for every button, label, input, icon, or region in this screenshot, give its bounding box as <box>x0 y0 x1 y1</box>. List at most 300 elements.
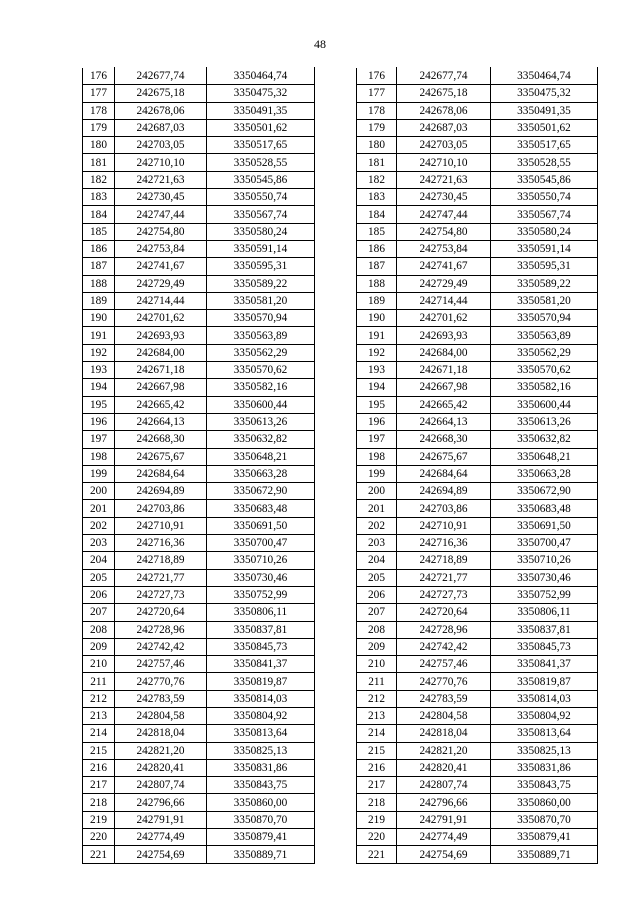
table-row-right <box>357 137 598 154</box>
table-row-right <box>357 777 598 794</box>
point-number-cell: 185 <box>357 223 397 240</box>
point-number-cell: 181 <box>83 154 115 171</box>
table-row-left <box>83 240 315 257</box>
table-row-left <box>83 638 315 655</box>
x-coordinate-cell: 242678,06 <box>115 102 207 119</box>
table-row-left <box>83 742 315 759</box>
y-coordinate-cell: 3350860,00 <box>207 794 315 811</box>
y-coordinate-cell: 3350563,89 <box>207 327 315 344</box>
y-coordinate-cell: 3350589,22 <box>207 275 315 292</box>
point-number-cell: 200 <box>357 483 397 500</box>
point-number-cell: 197 <box>83 431 115 448</box>
x-coordinate-cell: 242671,18 <box>397 362 491 379</box>
x-coordinate-cell: 242667,98 <box>397 379 491 396</box>
point-number-cell: 219 <box>357 811 397 828</box>
point-number-cell: 218 <box>357 794 397 811</box>
y-coordinate-cell: 3350819,87 <box>491 673 598 690</box>
table-row-left <box>83 552 315 569</box>
point-number-cell: 210 <box>357 656 397 673</box>
table-row-left <box>83 794 315 811</box>
point-number-cell: 181 <box>357 154 397 171</box>
x-coordinate-cell: 242665,42 <box>115 396 207 413</box>
table-row-left <box>83 223 315 240</box>
table-row-left <box>83 258 315 275</box>
table-row-left <box>83 500 315 517</box>
table-row-right <box>357 85 598 102</box>
point-number-cell: 190 <box>357 310 397 327</box>
table-row-right <box>357 742 598 759</box>
point-number-cell: 220 <box>83 829 115 846</box>
x-coordinate-cell: 242774,49 <box>115 829 207 846</box>
x-coordinate-cell: 242678,06 <box>397 102 491 119</box>
y-coordinate-cell: 3350595,31 <box>207 258 315 275</box>
point-number-cell: 185 <box>83 223 115 240</box>
table-row-right <box>357 189 598 206</box>
x-coordinate-cell: 242807,74 <box>397 777 491 794</box>
table-row-left <box>83 379 315 396</box>
x-coordinate-cell: 242684,64 <box>397 465 491 482</box>
y-coordinate-cell: 3350831,86 <box>207 759 315 776</box>
x-coordinate-cell: 242730,45 <box>115 189 207 206</box>
point-number-cell: 183 <box>83 189 115 206</box>
x-coordinate-cell: 242821,20 <box>115 742 207 759</box>
point-number-cell: 203 <box>83 535 115 552</box>
x-coordinate-cell: 242730,45 <box>397 189 491 206</box>
table-row-left <box>83 465 315 482</box>
point-number-cell: 183 <box>357 189 397 206</box>
x-coordinate-cell: 242754,69 <box>397 846 491 863</box>
y-coordinate-cell: 3350806,11 <box>207 604 315 621</box>
y-coordinate-cell: 3350870,70 <box>207 811 315 828</box>
y-coordinate-cell: 3350570,62 <box>207 362 315 379</box>
coordinates-table-left <box>82 67 315 864</box>
y-coordinate-cell: 3350648,21 <box>491 448 598 465</box>
y-coordinate-cell: 3350813,64 <box>207 725 315 742</box>
y-coordinate-cell: 3350752,99 <box>491 586 598 603</box>
table-row-right <box>357 240 598 257</box>
table-row-right <box>357 223 598 240</box>
table-row-right <box>357 846 598 863</box>
y-coordinate-cell: 3350475,32 <box>491 85 598 102</box>
point-number-cell: 212 <box>357 690 397 707</box>
point-number-cell: 192 <box>83 344 115 361</box>
y-coordinate-cell: 3350550,74 <box>207 189 315 206</box>
table-row-left <box>83 119 315 136</box>
y-coordinate-cell: 3350870,70 <box>491 811 598 828</box>
y-coordinate-cell: 3350672,90 <box>491 483 598 500</box>
x-coordinate-cell: 242747,44 <box>115 206 207 223</box>
x-coordinate-cell: 242684,64 <box>115 465 207 482</box>
table-row-right <box>357 656 598 673</box>
x-coordinate-cell: 242770,76 <box>397 673 491 690</box>
point-number-cell: 209 <box>83 638 115 655</box>
table-row-left <box>83 725 315 742</box>
point-number-cell: 198 <box>357 448 397 465</box>
x-coordinate-cell: 242783,59 <box>397 690 491 707</box>
x-coordinate-cell: 242791,91 <box>397 811 491 828</box>
x-coordinate-cell: 242710,10 <box>115 154 207 171</box>
y-coordinate-cell: 3350730,46 <box>491 569 598 586</box>
x-coordinate-cell: 242693,93 <box>115 327 207 344</box>
table-row-left <box>83 483 315 500</box>
table-row-left <box>83 137 315 154</box>
page-number: 48 <box>314 37 326 51</box>
x-coordinate-cell: 242770,76 <box>115 673 207 690</box>
point-number-cell: 189 <box>357 292 397 309</box>
table-row-left <box>83 189 315 206</box>
x-coordinate-cell: 242728,96 <box>115 621 207 638</box>
x-coordinate-cell: 242694,89 <box>115 483 207 500</box>
y-coordinate-cell: 3350700,47 <box>491 535 598 552</box>
point-number-cell: 206 <box>83 586 115 603</box>
point-number-cell: 208 <box>357 621 397 638</box>
x-coordinate-cell: 242754,69 <box>115 846 207 863</box>
y-coordinate-cell: 3350663,28 <box>491 465 598 482</box>
point-number-cell: 202 <box>83 517 115 534</box>
x-coordinate-cell: 242804,58 <box>397 707 491 724</box>
table-row-right <box>357 707 598 724</box>
y-coordinate-cell: 3350464,74 <box>491 68 598 85</box>
x-coordinate-cell: 242718,89 <box>115 552 207 569</box>
point-number-cell: 215 <box>357 742 397 759</box>
table-row-right <box>357 690 598 707</box>
y-coordinate-cell: 3350825,13 <box>491 742 598 759</box>
y-coordinate-cell: 3350570,62 <box>491 362 598 379</box>
table-row-right <box>357 171 598 188</box>
y-coordinate-cell: 3350889,71 <box>207 846 315 863</box>
y-coordinate-cell: 3350589,22 <box>491 275 598 292</box>
y-coordinate-cell: 3350841,37 <box>491 656 598 673</box>
table-row-left <box>83 275 315 292</box>
y-coordinate-cell: 3350683,48 <box>491 500 598 517</box>
x-coordinate-cell: 242727,73 <box>397 586 491 603</box>
point-number-cell: 207 <box>357 604 397 621</box>
y-coordinate-cell: 3350845,73 <box>207 638 315 655</box>
x-coordinate-cell: 242718,89 <box>397 552 491 569</box>
y-coordinate-cell: 3350804,92 <box>491 707 598 724</box>
x-coordinate-cell: 242721,63 <box>115 171 207 188</box>
x-coordinate-cell: 242710,91 <box>115 517 207 534</box>
table-row-right <box>357 759 598 776</box>
x-coordinate-cell: 242820,41 <box>397 759 491 776</box>
point-number-cell: 212 <box>83 690 115 707</box>
y-coordinate-cell: 3350837,81 <box>207 621 315 638</box>
y-coordinate-cell: 3350563,89 <box>491 327 598 344</box>
y-coordinate-cell: 3350889,71 <box>491 846 598 863</box>
x-coordinate-cell: 242703,86 <box>115 500 207 517</box>
x-coordinate-cell: 242796,66 <box>397 794 491 811</box>
point-number-cell: 192 <box>357 344 397 361</box>
x-coordinate-cell: 242796,66 <box>115 794 207 811</box>
y-coordinate-cell: 3350845,73 <box>491 638 598 655</box>
coordinates-table-left-body <box>83 68 315 864</box>
x-coordinate-cell: 242667,98 <box>115 379 207 396</box>
table-row-right <box>357 413 598 430</box>
x-coordinate-cell: 242701,62 <box>115 310 207 327</box>
y-coordinate-cell: 3350501,62 <box>491 119 598 136</box>
y-coordinate-cell: 3350691,50 <box>207 517 315 534</box>
x-coordinate-cell: 242675,67 <box>115 448 207 465</box>
x-coordinate-cell: 242677,74 <box>397 68 491 85</box>
table-row-right <box>357 362 598 379</box>
x-coordinate-cell: 242818,04 <box>397 725 491 742</box>
table-row-left <box>83 777 315 794</box>
point-number-cell: 195 <box>83 396 115 413</box>
x-coordinate-cell: 242721,77 <box>397 569 491 586</box>
table-row-right <box>357 725 598 742</box>
table-row-right <box>357 794 598 811</box>
point-number-cell: 208 <box>83 621 115 638</box>
x-coordinate-cell: 242742,42 <box>115 638 207 655</box>
point-number-cell: 188 <box>83 275 115 292</box>
point-number-cell: 177 <box>357 85 397 102</box>
table-row-left <box>83 344 315 361</box>
point-number-cell: 214 <box>83 725 115 742</box>
table-row-left <box>83 396 315 413</box>
table-row-right <box>357 483 598 500</box>
x-coordinate-cell: 242703,05 <box>397 137 491 154</box>
point-number-cell: 215 <box>83 742 115 759</box>
x-coordinate-cell: 242687,03 <box>115 119 207 136</box>
point-number-cell: 188 <box>357 275 397 292</box>
table-row-right <box>357 829 598 846</box>
x-coordinate-cell: 242701,62 <box>397 310 491 327</box>
table-row-left <box>83 535 315 552</box>
x-coordinate-cell: 242703,86 <box>397 500 491 517</box>
x-coordinate-cell: 242729,49 <box>397 275 491 292</box>
point-number-cell: 196 <box>357 413 397 430</box>
y-coordinate-cell: 3350517,65 <box>207 137 315 154</box>
y-coordinate-cell: 3350528,55 <box>207 154 315 171</box>
table-row-left <box>83 448 315 465</box>
y-coordinate-cell: 3350683,48 <box>207 500 315 517</box>
y-coordinate-cell: 3350841,37 <box>207 656 315 673</box>
table-row-left <box>83 362 315 379</box>
point-number-cell: 209 <box>357 638 397 655</box>
x-coordinate-cell: 242727,73 <box>115 586 207 603</box>
x-coordinate-cell: 242664,13 <box>397 413 491 430</box>
y-coordinate-cell: 3350860,00 <box>491 794 598 811</box>
y-coordinate-cell: 3350710,26 <box>207 552 315 569</box>
table-row-right <box>357 327 598 344</box>
point-number-cell: 196 <box>83 413 115 430</box>
table-row-right <box>357 448 598 465</box>
x-coordinate-cell: 242741,67 <box>397 258 491 275</box>
point-number-cell: 207 <box>83 604 115 621</box>
x-coordinate-cell: 242694,89 <box>397 483 491 500</box>
x-coordinate-cell: 242742,42 <box>397 638 491 655</box>
table-row-left <box>83 85 315 102</box>
x-coordinate-cell: 242821,20 <box>397 742 491 759</box>
point-number-cell: 184 <box>83 206 115 223</box>
point-number-cell: 193 <box>357 362 397 379</box>
point-number-cell: 203 <box>357 535 397 552</box>
y-coordinate-cell: 3350648,21 <box>207 448 315 465</box>
point-number-cell: 178 <box>357 102 397 119</box>
table-row-left <box>83 154 315 171</box>
y-coordinate-cell: 3350879,41 <box>491 829 598 846</box>
table-row-left <box>83 707 315 724</box>
point-number-cell: 202 <box>357 517 397 534</box>
x-coordinate-cell: 242665,42 <box>397 396 491 413</box>
y-coordinate-cell: 3350550,74 <box>491 189 598 206</box>
point-number-cell: 204 <box>357 552 397 569</box>
y-coordinate-cell: 3350691,50 <box>491 517 598 534</box>
y-coordinate-cell: 3350581,20 <box>491 292 598 309</box>
y-coordinate-cell: 3350600,44 <box>207 396 315 413</box>
x-coordinate-cell: 242720,64 <box>115 604 207 621</box>
x-coordinate-cell: 242757,46 <box>115 656 207 673</box>
point-number-cell: 191 <box>83 327 115 344</box>
y-coordinate-cell: 3350730,46 <box>207 569 315 586</box>
y-coordinate-cell: 3350804,92 <box>207 707 315 724</box>
table-row-right <box>357 586 598 603</box>
point-number-cell: 184 <box>357 206 397 223</box>
x-coordinate-cell: 242703,05 <box>115 137 207 154</box>
x-coordinate-cell: 242687,03 <box>397 119 491 136</box>
point-number-cell: 179 <box>357 119 397 136</box>
point-number-cell: 216 <box>83 759 115 776</box>
point-number-cell: 200 <box>83 483 115 500</box>
x-coordinate-cell: 242664,13 <box>115 413 207 430</box>
x-coordinate-cell: 242716,36 <box>115 535 207 552</box>
point-number-cell: 205 <box>357 569 397 586</box>
point-number-cell: 194 <box>83 379 115 396</box>
x-coordinate-cell: 242675,67 <box>397 448 491 465</box>
table-row-left <box>83 604 315 621</box>
y-coordinate-cell: 3350591,14 <box>207 240 315 257</box>
table-row-right <box>357 500 598 517</box>
point-number-cell: 217 <box>83 777 115 794</box>
table-row-right <box>357 604 598 621</box>
y-coordinate-cell: 3350819,87 <box>207 673 315 690</box>
x-coordinate-cell: 242710,10 <box>397 154 491 171</box>
y-coordinate-cell: 3350613,26 <box>207 413 315 430</box>
y-coordinate-cell: 3350595,31 <box>491 258 598 275</box>
y-coordinate-cell: 3350700,47 <box>207 535 315 552</box>
x-coordinate-cell: 242714,44 <box>115 292 207 309</box>
table-row-left <box>83 206 315 223</box>
table-row-right <box>357 154 598 171</box>
y-coordinate-cell: 3350613,26 <box>491 413 598 430</box>
point-number-cell: 176 <box>83 68 115 85</box>
x-coordinate-cell: 242729,49 <box>115 275 207 292</box>
table-row-right <box>357 621 598 638</box>
table-row-right <box>357 638 598 655</box>
y-coordinate-cell: 3350672,90 <box>207 483 315 500</box>
table-row-left <box>83 846 315 863</box>
table-row-right <box>357 431 598 448</box>
point-number-cell: 190 <box>83 310 115 327</box>
y-coordinate-cell: 3350843,75 <box>207 777 315 794</box>
y-coordinate-cell: 3350562,29 <box>207 344 315 361</box>
table-row-left <box>83 759 315 776</box>
y-coordinate-cell: 3350837,81 <box>491 621 598 638</box>
point-number-cell: 219 <box>83 811 115 828</box>
y-coordinate-cell: 3350501,62 <box>207 119 315 136</box>
point-number-cell: 193 <box>83 362 115 379</box>
y-coordinate-cell: 3350825,13 <box>207 742 315 759</box>
table-row-right <box>357 102 598 119</box>
x-coordinate-cell: 242754,80 <box>115 223 207 240</box>
table-row-left <box>83 586 315 603</box>
y-coordinate-cell: 3350567,74 <box>491 206 598 223</box>
point-number-cell: 187 <box>357 258 397 275</box>
table-row-right <box>357 396 598 413</box>
point-number-cell: 201 <box>357 500 397 517</box>
y-coordinate-cell: 3350581,20 <box>207 292 315 309</box>
x-coordinate-cell: 242714,44 <box>397 292 491 309</box>
x-coordinate-cell: 242757,46 <box>397 656 491 673</box>
table-row-right <box>357 292 598 309</box>
y-coordinate-cell: 3350570,94 <box>207 310 315 327</box>
x-coordinate-cell: 242753,84 <box>397 240 491 257</box>
y-coordinate-cell: 3350517,65 <box>491 137 598 154</box>
point-number-cell: 210 <box>83 656 115 673</box>
table-row-right <box>357 379 598 396</box>
table-row-right <box>357 535 598 552</box>
y-coordinate-cell: 3350562,29 <box>491 344 598 361</box>
point-number-cell: 186 <box>357 240 397 257</box>
x-coordinate-cell: 242710,91 <box>397 517 491 534</box>
table-row-left <box>83 569 315 586</box>
table-row-left <box>83 673 315 690</box>
y-coordinate-cell: 3350814,03 <box>207 690 315 707</box>
x-coordinate-cell: 242684,00 <box>115 344 207 361</box>
point-number-cell: 178 <box>83 102 115 119</box>
y-coordinate-cell: 3350475,32 <box>207 85 315 102</box>
point-number-cell: 197 <box>357 431 397 448</box>
table-row-right <box>357 68 598 85</box>
table-row-right <box>357 465 598 482</box>
point-number-cell: 187 <box>83 258 115 275</box>
table-row-left <box>83 171 315 188</box>
x-coordinate-cell: 242728,96 <box>397 621 491 638</box>
x-coordinate-cell: 242753,84 <box>115 240 207 257</box>
table-row-right <box>357 673 598 690</box>
y-coordinate-cell: 3350545,86 <box>207 171 315 188</box>
point-number-cell: 189 <box>83 292 115 309</box>
point-number-cell: 198 <box>83 448 115 465</box>
y-coordinate-cell: 3350814,03 <box>491 690 598 707</box>
point-number-cell: 182 <box>357 171 397 188</box>
y-coordinate-cell: 3350591,14 <box>491 240 598 257</box>
point-number-cell: 205 <box>83 569 115 586</box>
y-coordinate-cell: 3350831,86 <box>491 759 598 776</box>
point-number-cell: 180 <box>357 137 397 154</box>
table-row-left <box>83 431 315 448</box>
point-number-cell: 176 <box>357 68 397 85</box>
x-coordinate-cell: 242741,67 <box>115 258 207 275</box>
point-number-cell: 195 <box>357 396 397 413</box>
point-number-cell: 182 <box>83 171 115 188</box>
point-number-cell: 201 <box>83 500 115 517</box>
x-coordinate-cell: 242716,36 <box>397 535 491 552</box>
point-number-cell: 217 <box>357 777 397 794</box>
point-number-cell: 204 <box>83 552 115 569</box>
y-coordinate-cell: 3350582,16 <box>207 379 315 396</box>
x-coordinate-cell: 242668,30 <box>397 431 491 448</box>
y-coordinate-cell: 3350545,86 <box>491 171 598 188</box>
table-row-right <box>357 119 598 136</box>
table-row-right <box>357 344 598 361</box>
y-coordinate-cell: 3350580,24 <box>207 223 315 240</box>
x-coordinate-cell: 242820,41 <box>115 759 207 776</box>
point-number-cell: 213 <box>83 707 115 724</box>
point-number-cell: 221 <box>357 846 397 863</box>
coordinates-table-right <box>356 67 598 864</box>
point-number-cell: 213 <box>357 707 397 724</box>
